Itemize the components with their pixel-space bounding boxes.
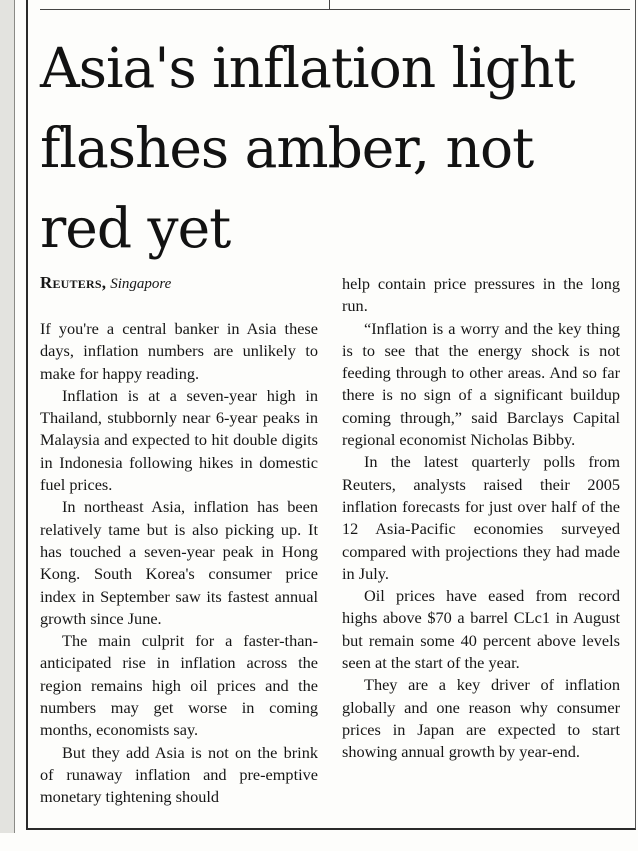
top-rule	[40, 9, 630, 10]
paragraph: But they add Asia is not on the brink of runaway inflation and pre-emptive monetary tightening should	[40, 742, 318, 807]
paragraph: help contain price pressures in the long run.	[342, 274, 620, 316]
byline-dateline: Singapore	[110, 276, 172, 292]
byline-agency: Reuters,	[40, 273, 107, 292]
binding-rule	[14, 0, 15, 833]
paragraph: If you're a central banker in Asia these days, inflation numbers are unlikely to make for happy reading.	[40, 319, 318, 383]
article-column-left	[40, 272, 318, 809]
byline	[40, 272, 318, 295]
paragraph: Inflation is at a seven-year high in Thailand, stubbornly near 6-year peaks in Malaysia and expected to hit double digits in Indonesia following hikes in domestic fuel prices.	[40, 385, 318, 495]
paragraph: In northeast Asia, inflation has been relatively tame but is also picking up. It has touched a seven-year peak in Hong Kong. South Korea's consumer price index in September saw its fastest annual growth since June.	[40, 497, 318, 628]
paragraph: “Inflation is a worry and the key thing is to see that the energy shock is not feeding through to other areas. And so far there is no sign of a significant buildup coming through,” said Barclays Capital regional economist Nicholas Bibby.	[342, 318, 620, 450]
top-rule-tick	[329, 0, 330, 9]
paragraph: They are a key driver of inflation globally and one reason why consumer prices in Japan are expected to start showing annual growth by year-end.	[342, 675, 620, 762]
paragraph: Oil prices have eased from record highs above $70 a barrel CLc1 in August but remain some 40 percent above levels seen at the start of the year.	[342, 586, 620, 673]
article-headline: Asia's inflation light flashes amber, not red yet	[40, 36, 575, 260]
paragraph: The main culprit for a faster-than-anticipated rise in inflation across the region remains high oil prices and the numbers may get worse in coming months, economists say.	[40, 631, 318, 740]
article-column-right	[342, 273, 620, 764]
page-binding-edge	[0, 0, 14, 833]
paragraph: In the latest quarterly polls from Reuters, analysts raised their 2005 inflation forecasts for just over half of the 12 Asia-Pacific economies surveyed compared with projections they had made in July.	[342, 452, 620, 583]
